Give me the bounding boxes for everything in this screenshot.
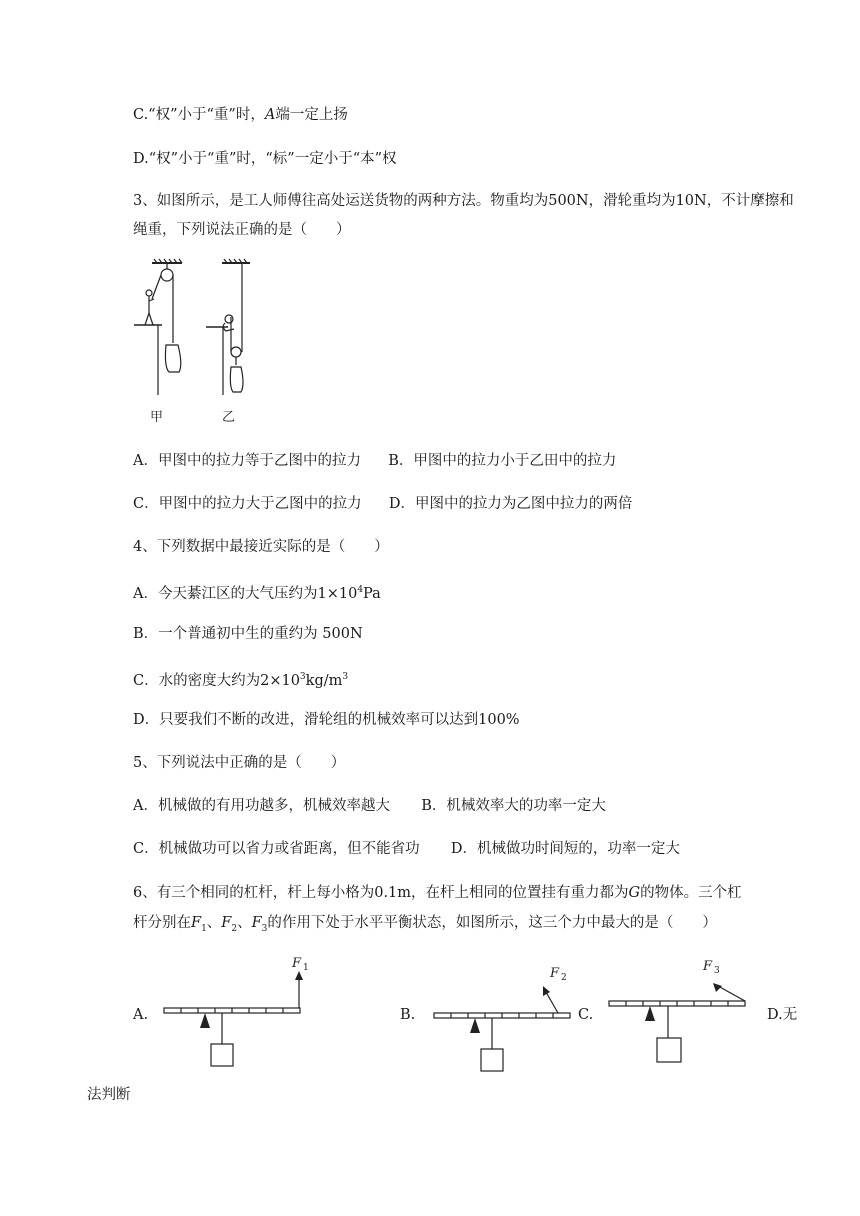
lever-diagram-b — [430, 960, 580, 1080]
q5-stem: 5、下列说法中正确的是（ ） — [133, 755, 346, 771]
q5-option-c: C．机械做功可以省力或省距离，但不能省功 — [133, 841, 420, 857]
q4-option-a: A．今天綦江区的大气压约为$1\times 10^4Pa$ — [133, 585, 381, 602]
fixed-pulley-diagram — [134, 259, 182, 395]
q5-option-d: D．机械做功时间短的，功率一定大 — [450, 841, 680, 857]
q3-option-d: D．甲图中的拉力为乙图中拉力的两倍 — [388, 496, 633, 512]
q4-option-b: B．一个普通初中生的重约为 500N — [133, 626, 363, 642]
q6-stem-line-2: 杆分别在$F_1$、$F_2$、$F_3$的作用下处于水平平衡状态，如图所示，这三个力中最大的是（ ） — [133, 915, 717, 934]
q4-stem: 4、下列数据中最接近实际的是（ ） — [133, 539, 389, 555]
q5-options-row-2 — [133, 839, 680, 859]
svg-text:3: 3 — [714, 966, 720, 976]
q5-options-row-1 — [133, 796, 606, 816]
svg-text:F: F — [703, 959, 713, 974]
q6-option-c-label: C. — [578, 1007, 594, 1023]
q3-options-row-1 — [133, 451, 616, 471]
q3-option-c: C．甲图中的拉力大于乙图中的拉力 — [133, 496, 362, 512]
q3-options-row-2 — [133, 494, 632, 514]
q6-option-b-label: B. — [400, 1007, 416, 1023]
lever-diagram-c — [605, 952, 755, 1072]
svg-text:F: F — [550, 966, 560, 981]
svg-text:F: F — [292, 956, 302, 971]
q3-option-a: A．甲图中的拉力等于乙图中的拉力 — [133, 453, 361, 469]
q6-option-a-label: A. — [133, 1007, 149, 1023]
svg-text:1: 1 — [303, 963, 309, 973]
q4-option-d: D．只要我们不断的改进，滑轮组的机械效率可以达到100% — [133, 712, 520, 728]
movable-pulley-diagram — [206, 259, 250, 395]
lever-diagram-a — [160, 955, 320, 1075]
q6-option-d-continuation: 法判断 — [87, 1087, 131, 1103]
q5-option-b: B．机械效率大的功率一定大 — [421, 798, 606, 814]
q2-option-c: C.“权”小于“重”时，A端一定上扬 — [133, 107, 348, 123]
q6-option-d-label: D.无 — [767, 1007, 798, 1023]
fig-label-yi: 乙 — [222, 410, 236, 425]
q3-stem: 3、如图所示，是工人师傅往高处运送货物的两种方法。物重均为500N，滑轮重均为10N，不计摩擦和绳重，下列说法正确的是（ ） — [133, 193, 794, 238]
q3-figure-pulleys — [130, 255, 270, 430]
fig-label-jia: 甲 — [150, 410, 164, 425]
q4-option-c: C．水的密度大约为$2\times 10^3kg/m^3$ — [133, 672, 349, 689]
q6-stem-line-1: 6、有三个相同的杠杆，杆上每小格为0.1m，在杆上相同的位置挂有重力都为G的物体。三个杠 — [133, 885, 742, 901]
q5-option-a: A．机械做的有用功越多，机械效率越大 — [133, 798, 390, 814]
q2-option-d: D.“权”小于“重”时，“标”一定小于“本”权 — [133, 151, 397, 167]
q3-option-b: B．甲图中的拉力小于乙田中的拉力 — [388, 453, 617, 469]
svg-text:2: 2 — [561, 973, 567, 983]
